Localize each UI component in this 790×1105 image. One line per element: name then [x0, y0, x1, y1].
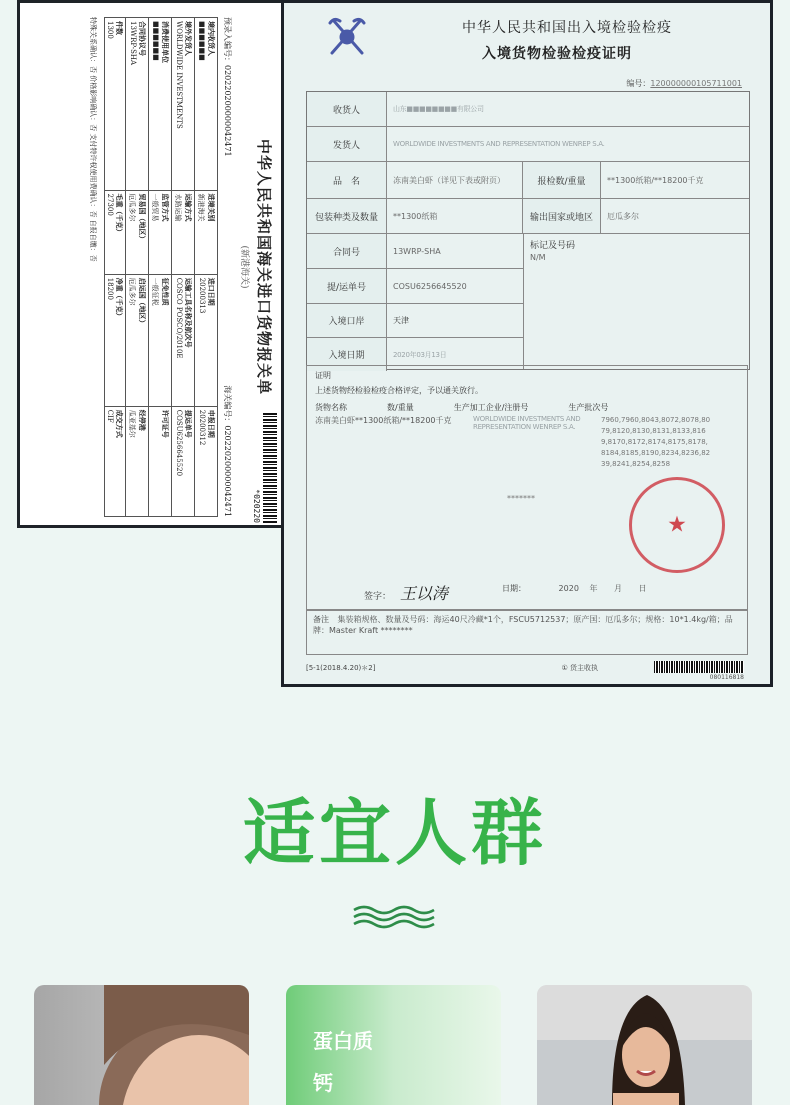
cert-label: 输出国家或地区	[523, 199, 601, 233]
cert-row	[307, 234, 523, 269]
cert-value: WORLDWIDE INVESTMENTS AND REPRESENTATION WENREP S.A.	[393, 140, 605, 148]
cert-value: 2020年03月13日	[393, 350, 447, 359]
goods-name: 冻南美白虾	[315, 416, 355, 425]
customs-declaration-content	[20, 3, 284, 528]
customs-cell: 运输方式 水路运输	[172, 190, 195, 274]
customs-cell: 进境关别 新港海关	[195, 190, 218, 274]
customs-cell: 申报日期 20200312	[195, 406, 218, 516]
cert-barcode	[654, 661, 744, 673]
customs-cell: 净重（千克） 18200	[105, 274, 126, 406]
official-stamp	[629, 477, 725, 573]
cert-left-block	[307, 234, 524, 369]
customs-cell: 提运单号 COSU6256645520	[172, 406, 195, 516]
header-cell: 生产批次号	[568, 403, 609, 412]
form-number: [5-1(2018.4.20)＊2]	[306, 664, 376, 672]
section-title: 适宜人群	[242, 791, 547, 875]
holder-copy: ① 货主收执	[561, 664, 598, 672]
pre-entry: 预录入编号：020220200000042471	[223, 17, 232, 157]
customs-table	[104, 17, 218, 517]
cert-label: 发货人	[307, 127, 387, 161]
cert-row-consignor	[307, 127, 749, 162]
wave-divider-icon	[352, 902, 438, 932]
barcode	[263, 413, 277, 523]
customs-number: 海关编号：020220200000042471	[223, 385, 232, 517]
customs-cell: 毛重（千克） 27300	[105, 190, 126, 274]
woman-photo	[537, 985, 752, 1105]
nutrient-calcium: 钙	[313, 1071, 333, 1095]
nutrient-protein: 蛋白质	[313, 1029, 373, 1053]
cert-value: 13WRP-SHA	[393, 246, 441, 256]
cert-label: 报检数/重量	[523, 162, 601, 198]
header-cell: 数/重量	[387, 403, 414, 412]
customs-title: 中华人民共和国海关进口货物报关单	[255, 138, 273, 395]
cert-value: COSU6256645520	[393, 281, 467, 291]
certificate-paper	[284, 3, 770, 684]
header-cell: 货物名称	[315, 403, 347, 412]
cert-label: 提/运单号	[307, 269, 387, 303]
cert-value: 天津	[393, 316, 409, 325]
cert-label: 合同号	[307, 234, 387, 268]
end-marker: *******	[507, 494, 535, 503]
cert-grid	[306, 91, 750, 370]
cert-label: 收货人	[307, 92, 387, 126]
customs-cell: 征免性质 一般征税	[149, 274, 172, 406]
cert-sign-date: 日期： 2020 年 月 日	[502, 584, 647, 593]
statement-headers	[315, 402, 739, 413]
cert-row-consignee	[307, 92, 749, 127]
barcode-number: *020220	[252, 489, 261, 523]
customs-cell: 运输工具名称及航次号 COSCO POSCO/2010E	[172, 274, 195, 406]
inspection-certificate-image	[281, 0, 773, 687]
statement-text: 上述货物经检验检疫合格评定，予以通关放行。	[315, 386, 483, 395]
cert-header: 中华人民共和国出入境检验检疫	[462, 20, 672, 36]
cert-row	[307, 304, 523, 338]
cert-value: 冻南美白虾（详见下表或附页）	[387, 162, 523, 198]
goods-producer: WORLDWIDE INVESTMENTS AND REPRESENTATION WENREP S.A.	[473, 415, 581, 431]
customs-note: 特殊关系确认：否 价格影响确认：否 支付特许权使用费确认：否 自报自缴：否	[89, 17, 97, 262]
sign-label: 签字：	[364, 592, 392, 602]
cert-row-package	[307, 199, 749, 234]
cert-signature	[364, 581, 448, 604]
stamp-star-icon: ★	[667, 512, 687, 538]
customs-cell: 境内收货人 ■■■■■■	[195, 18, 218, 191]
customs-cell: 合同协议号 13WRP-SHA	[126, 18, 149, 191]
customs-cell: 消费使用单位 ■■■■■■	[149, 18, 172, 191]
cert-value: **1300纸箱	[387, 199, 523, 233]
cert-serial: 编号：120000000105711001	[626, 79, 742, 88]
customs-cell: 成交方式 CIF	[105, 406, 126, 516]
statement-title: 证明	[315, 371, 331, 380]
customs-cell: 境外发货人 WORLDWIDE INVESTMENTS	[172, 18, 195, 191]
cert-value: **1300纸箱/**18200千克	[607, 175, 704, 185]
goods-batches: 7960,7960,8043,8072,8078,8079,8120,8130,8131,8133,8169,8170,8172,8174,8175,8178,8184,8185,8190,8234,8236,8239,8241,8254,8258	[601, 416, 711, 468]
customs-cell: 件数 1300	[105, 18, 126, 191]
cert-label: 品 名	[307, 162, 387, 198]
cert-label: 包装种类及数量	[307, 199, 387, 233]
customs-cell: 进口日期 20200313	[195, 274, 218, 406]
card-nutrients	[286, 985, 501, 1105]
cert-value: 山东■■■■■■■■有限公司	[393, 105, 484, 113]
customs-cell: 贸易国（地区） 厄瓜多尔	[126, 190, 149, 274]
customs-cell: 启运国（地区） 厄瓜多尔	[126, 274, 149, 406]
signature: 王以涛	[399, 584, 448, 603]
card-child-photo	[34, 985, 249, 1105]
cert-row	[307, 269, 523, 304]
cert-value: N/M	[530, 253, 546, 262]
cert-marks	[524, 234, 749, 369]
cert-row-product	[307, 162, 749, 199]
customs-port: (新港海关)	[239, 245, 249, 289]
cert-title: 入境货物检验检疫证明	[482, 46, 632, 62]
cert-label: 入境日期	[307, 338, 387, 371]
card-woman-photo	[537, 985, 752, 1105]
customs-meta	[222, 17, 233, 517]
customs-declaration-image	[17, 0, 284, 528]
cert-value: 厄瓜多尔	[607, 211, 639, 221]
cert-remark: 备注 集装箱规格、数量及号码：海运40尺冷藏*1个，FSCU5712537；原产国：厄瓜多尔；规格：10*1.4kg/箱；品牌：Master Kraft ********	[306, 610, 748, 655]
child-photo	[34, 985, 249, 1105]
customs-cell: 许可证号	[149, 406, 172, 516]
cert-barcode-number: 080116818	[709, 674, 744, 681]
cert-row-contract	[307, 234, 749, 369]
customs-cell: 经停港 瓜亚基尔	[126, 406, 149, 516]
cert-label: 标记及号码	[530, 241, 576, 251]
goods-qty: **1300纸箱/**18200千克	[355, 416, 452, 425]
header-cell: 生产加工企业/注册号	[453, 403, 529, 412]
statement-goods-row	[315, 415, 739, 470]
customs-cell: 监管方式 一般贸易	[149, 190, 172, 274]
cert-label: 入境口岸	[307, 304, 387, 337]
